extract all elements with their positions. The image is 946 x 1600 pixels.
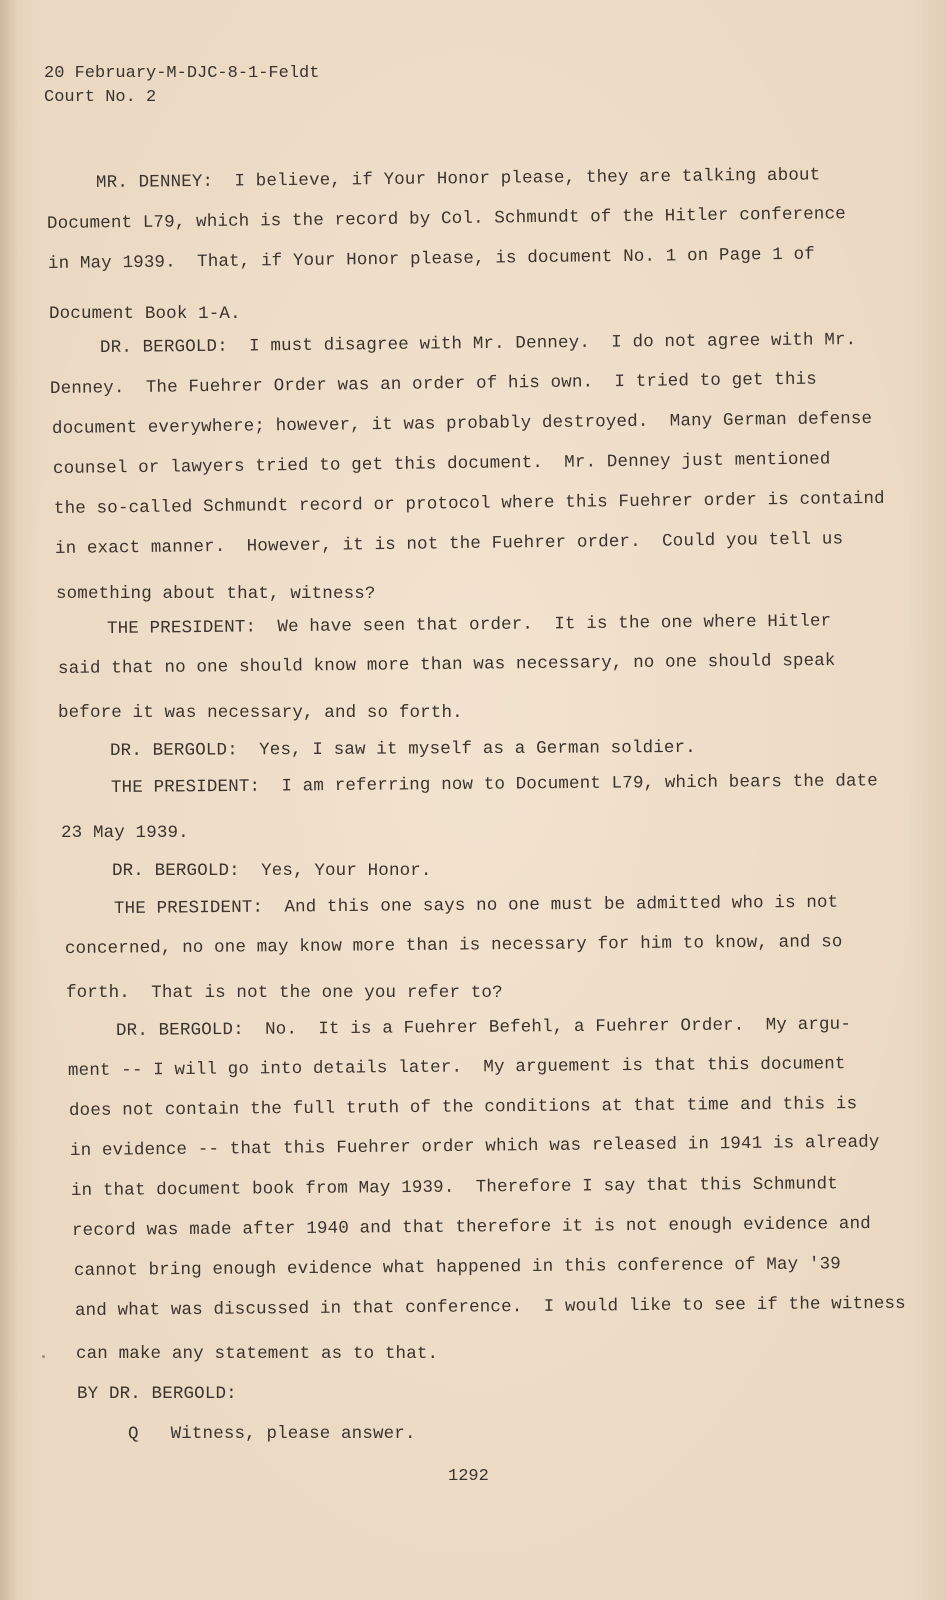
transcript-line: THE PRESIDENT: We have seen that order. It is the one where Hitler xyxy=(106,611,832,639)
transcript-line: counsel or lawyers tried to get this document. Mr. Denney just mentioned xyxy=(52,449,831,479)
transcript-line: and what was discussed in that conference. I would like to see if the witness xyxy=(74,1293,906,1321)
transcript-line: in May 1939. That, if Your Honor please, is document No. 1 on Page 1 of xyxy=(47,244,816,274)
transcript-line: something about that, witness? xyxy=(56,584,376,604)
transcript-line: DR. BERGOLD: No. It is a Fuehrer Befehl, a Fuehrer Order. My argu- xyxy=(115,1014,852,1041)
transcript-line: MR. DENNEY: I believe, if Your Honor please, they are talking about xyxy=(95,165,821,193)
transcript-line: concerned, no one may know more than is necessary for him to know, and so xyxy=(64,932,843,959)
transcript-line: cannot bring enough evidence what happened in this conference of May '39 xyxy=(73,1254,841,1281)
transcript-line: ment -- I will go into details later. My arguement is that this document xyxy=(67,1054,846,1081)
transcript-line: in evidence -- that this Fuehrer order which was released in 1941 is already xyxy=(69,1132,880,1161)
header-line-date-code: 20 February-M-DJC-8-1-Feldt xyxy=(44,64,320,83)
transcript-line: DR. BERGOLD: Yes, Your Honor. xyxy=(112,861,432,881)
transcript-line: in exact manner. However, it is not the Fuehrer order. Could you tell us xyxy=(54,529,844,559)
transcript-line: Denney. The Fuehrer Order was an order of his own. I tried to get this xyxy=(49,369,818,399)
transcript-line: forth. That is not the one you refer to? xyxy=(66,983,503,1003)
header-line-court: Court No. 2 xyxy=(44,88,157,107)
paper-mark xyxy=(42,1355,45,1358)
transcript-line: said that no one should know more than was necessary, no one should speak xyxy=(57,650,836,679)
transcript-line: 23 May 1939. xyxy=(61,823,189,843)
transcript-line: the so-called Schmundt record or protocol where this Fuehrer order is containd xyxy=(53,488,885,519)
transcript-line: THE PRESIDENT: And this one says no one must be admitted who is not xyxy=(113,892,839,919)
transcript-line: before it was necessary, and so forth. xyxy=(58,703,463,723)
transcript-line: can make any statement as to that. xyxy=(76,1344,439,1364)
transcript-line: record was made after 1940 and that therefore it is not enough evidence and xyxy=(71,1214,871,1241)
transcript-line: document everywhere; however, it was probably destroyed. Many German defense xyxy=(51,408,873,439)
transcript-line: does not contain the full truth of the conditions at that time and this is xyxy=(68,1094,858,1121)
transcript-line: Document Book 1-A. xyxy=(49,304,241,324)
transcript-line: THE PRESIDENT: I am referring now to Document L79, which bears the date xyxy=(110,771,878,798)
transcript-line: Document L79, which is the record by Col. Schmundt of the Hitler conference xyxy=(46,204,846,234)
examination-heading: BY DR. BERGOLD: xyxy=(77,1384,237,1404)
transcript-line: in that document book from May 1939. Therefore I say that this Schmundt xyxy=(70,1174,838,1201)
page-number: 1292 xyxy=(448,1467,489,1486)
transcript-line: DR. BERGOLD: Yes, I saw it myself as a German soldier. xyxy=(109,737,696,761)
transcript-line: DR. BERGOLD: I must disagree with Mr. Denney. I do not agree with Mr. xyxy=(99,330,857,358)
question-line: Q Witness, please answer. xyxy=(128,1424,416,1444)
